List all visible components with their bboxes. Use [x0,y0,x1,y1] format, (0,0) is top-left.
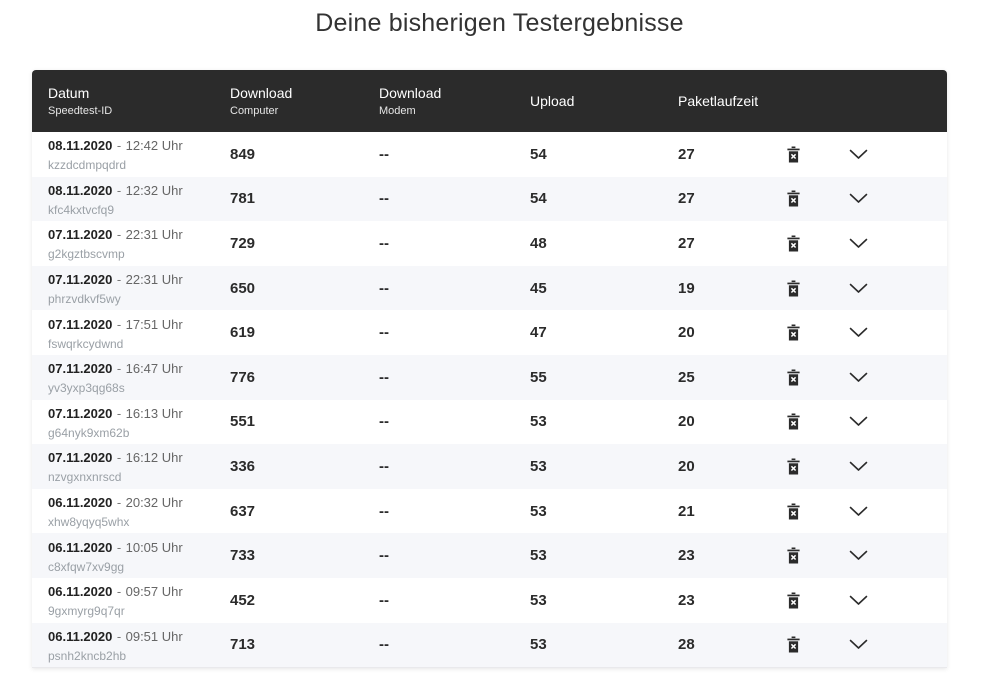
test-time: 12:42 Uhr [125,138,183,154]
speedtest-id: g64nyk9xm62b [48,425,130,440]
chevron-down-icon [849,238,868,249]
table-row [32,533,947,578]
test-date: 07.11.2020 [48,272,113,288]
column-header-upload [530,93,678,109]
delete-test-button[interactable] [782,632,805,657]
column-label: Paketlaufzeit [678,93,759,109]
expand-row-button[interactable] [845,635,872,654]
trash-icon [786,280,801,297]
test-date: 06.11.2020 [48,539,113,555]
test-date: 08.11.2020 [48,138,113,154]
expand-row-button[interactable] [845,323,872,342]
download-modem-value: -- [379,457,389,475]
trash-icon [786,235,801,252]
date-time-separator: - [116,405,122,421]
test-time: 10:05 Uhr [125,539,183,555]
expand-row-button[interactable] [845,368,872,387]
datum-cell [48,135,230,173]
chevron-down-icon [849,149,868,160]
upload-value: 55 [530,368,547,386]
date-time-separator: - [116,495,122,511]
delete-test-button[interactable] [782,409,805,434]
chevron-down-icon [849,595,868,606]
date-time-separator: - [116,450,122,466]
test-date: 07.11.2020 [48,227,113,243]
download-computer-value: 650 [230,279,256,297]
download-modem-value: -- [379,145,389,163]
datum-cell [48,180,230,218]
paketlaufzeit-value: 20 [678,324,695,342]
date-time-separator: - [116,182,122,198]
date-time-separator: - [116,138,122,154]
paketlaufzeit-value: 19 [678,279,695,297]
delete-test-button[interactable] [782,365,805,390]
delete-test-button[interactable] [782,320,805,345]
test-time: 16:12 Uhr [125,450,183,466]
download-computer-value: 637 [230,502,256,520]
test-time: 22:31 Uhr [125,272,183,288]
date-time-separator: - [116,227,122,243]
column-header-datum [48,85,230,117]
test-time: 16:13 Uhr [125,405,183,421]
chevron-down-icon [849,372,868,383]
test-time: 12:32 Uhr [125,182,183,198]
delete-test-button[interactable] [782,276,805,301]
download-modem-value: -- [379,591,389,609]
test-time: 17:51 Uhr [125,316,183,332]
test-time: 09:57 Uhr [125,584,183,600]
chevron-down-icon [849,416,868,427]
upload-value: 53 [530,591,547,609]
column-sublabel: Modem [379,105,416,117]
date-time-separator: - [116,272,122,288]
table-row [32,355,947,400]
speedtest-id: kfc4kxtvcfq9 [48,202,115,217]
trash-icon [786,503,801,520]
page-title: Deine bisherigen Testergebnisse [315,9,684,37]
upload-value: 48 [530,234,547,252]
datum-cell [48,403,230,441]
download-modem-value: -- [379,234,389,252]
test-date: 07.11.2020 [48,316,113,332]
download-modem-value: -- [379,190,389,208]
test-date: 07.11.2020 [48,405,113,421]
speedtest-id: nzvgxnxnrscd [48,470,122,485]
column-label: Download [230,85,293,101]
table-row [32,177,947,222]
download-modem-value: -- [379,279,389,297]
trash-icon [786,636,801,653]
trash-icon [786,190,801,207]
trash-icon [786,547,801,564]
download-modem-value: -- [379,413,389,431]
column-header-download-computer [230,85,379,117]
table-row [32,578,947,623]
chevron-down-icon [849,193,868,204]
paketlaufzeit-value: 27 [678,190,695,208]
datum-cell [48,358,230,396]
test-date: 07.11.2020 [48,450,113,466]
test-time: 16:47 Uhr [125,361,183,377]
speedtest-id: yv3yxp3qg68s [48,381,125,396]
expand-row-button[interactable] [845,502,872,521]
results-table [32,70,947,668]
speedtest-id: fswqrkcydwnd [48,336,124,351]
table-row [32,444,947,489]
delete-test-button[interactable] [782,186,805,211]
column-label: Upload [530,93,575,109]
table-row [32,266,947,311]
paketlaufzeit-value: 23 [678,547,695,565]
test-time: 22:31 Uhr [125,227,183,243]
date-time-separator: - [116,628,122,644]
download-computer-value: 336 [230,457,256,475]
expand-row-button[interactable] [845,457,872,476]
table-body [32,132,947,668]
chevron-down-icon [849,283,868,294]
datum-cell [48,492,230,530]
delete-test-button[interactable] [782,499,805,524]
test-date: 07.11.2020 [48,361,113,377]
upload-value: 53 [530,457,547,475]
column-header-paketlaufzeit [678,93,770,109]
paketlaufzeit-value: 25 [678,368,695,386]
column-sublabel: Speedtest-ID [48,105,113,117]
date-time-separator: - [116,539,122,555]
upload-value: 53 [530,413,547,431]
upload-value: 45 [530,279,547,297]
download-modem-value: -- [379,636,389,654]
trash-icon [786,146,801,163]
column-header-download-modem [379,85,530,117]
download-modem-value: -- [379,547,389,565]
datum-cell [48,224,230,262]
paketlaufzeit-value: 27 [678,234,695,252]
speedtest-id: psnh2kncb2hb [48,648,127,663]
download-modem-value: -- [379,502,389,520]
upload-value: 54 [530,145,547,163]
delete-test-button[interactable] [782,588,805,613]
speedtest-id: xhw8yqyq5whx [48,515,130,530]
download-computer-value: 729 [230,234,256,252]
table-row [32,132,947,177]
expand-row-button[interactable] [845,279,872,298]
download-computer-value: 551 [230,413,256,431]
speedtest-id: c8xfqw7xv9gg [48,559,125,574]
test-date: 06.11.2020 [48,628,113,644]
chevron-down-icon [849,550,868,561]
trash-icon [786,413,801,430]
delete-test-button[interactable] [782,454,805,479]
upload-value: 53 [530,636,547,654]
test-date: 06.11.2020 [48,495,113,511]
paketlaufzeit-value: 21 [678,502,695,520]
trash-icon [786,369,801,386]
date-time-separator: - [116,316,122,332]
speedtest-id: g2kgztbscvmp [48,247,125,262]
test-time: 20:32 Uhr [125,495,183,511]
download-computer-value: 776 [230,368,256,386]
datum-cell [48,447,230,485]
column-label: Download [379,85,442,101]
paketlaufzeit-value: 20 [678,457,695,475]
download-computer-value: 849 [230,145,256,163]
paketlaufzeit-value: 27 [678,145,695,163]
column-sublabel: Computer [230,105,279,117]
trash-icon [786,324,801,341]
expand-row-button[interactable] [845,145,872,164]
download-computer-value: 619 [230,324,256,342]
upload-value: 54 [530,190,547,208]
test-time: 09:51 Uhr [125,628,183,644]
table-row [32,623,947,668]
download-modem-value: -- [379,368,389,386]
chevron-down-icon [849,506,868,517]
datum-cell [48,581,230,619]
download-computer-value: 781 [230,190,256,208]
download-computer-value: 452 [230,591,256,609]
speedtest-id: kzzdcdmpqdrd [48,158,127,173]
upload-value: 53 [530,547,547,565]
download-modem-value: -- [379,324,389,342]
test-date: 06.11.2020 [48,584,113,600]
download-computer-value: 713 [230,636,256,654]
trash-icon [786,592,801,609]
date-time-separator: - [116,584,122,600]
trash-icon [786,458,801,475]
upload-value: 53 [530,502,547,520]
delete-test-button[interactable] [782,142,805,167]
expand-row-button[interactable] [845,234,872,253]
date-time-separator: - [116,361,122,377]
paketlaufzeit-value: 23 [678,591,695,609]
datum-cell [48,314,230,352]
expand-row-button[interactable] [845,546,872,565]
table-row [32,221,947,266]
download-computer-value: 733 [230,547,256,565]
datum-cell [48,537,230,575]
paketlaufzeit-value: 28 [678,636,695,654]
upload-value: 47 [530,324,547,342]
table-header [32,70,947,132]
table-row [32,489,947,534]
column-label: Datum [48,85,90,101]
datum-cell [48,626,230,664]
chevron-down-icon [849,327,868,338]
expand-row-button[interactable] [845,412,872,431]
chevron-down-icon [849,461,868,472]
delete-test-button[interactable] [782,231,805,256]
speedtest-id: 9gxmyrg9q7qr [48,604,125,619]
table-row [32,400,947,445]
paketlaufzeit-value: 20 [678,413,695,431]
datum-cell [48,269,230,307]
expand-row-button[interactable] [845,591,872,610]
speedtest-id: phrzvdkvf5wy [48,292,121,307]
table-row [32,310,947,355]
test-date: 08.11.2020 [48,182,113,198]
expand-row-button[interactable] [845,189,872,208]
delete-test-button[interactable] [782,543,805,568]
chevron-down-icon [849,639,868,650]
